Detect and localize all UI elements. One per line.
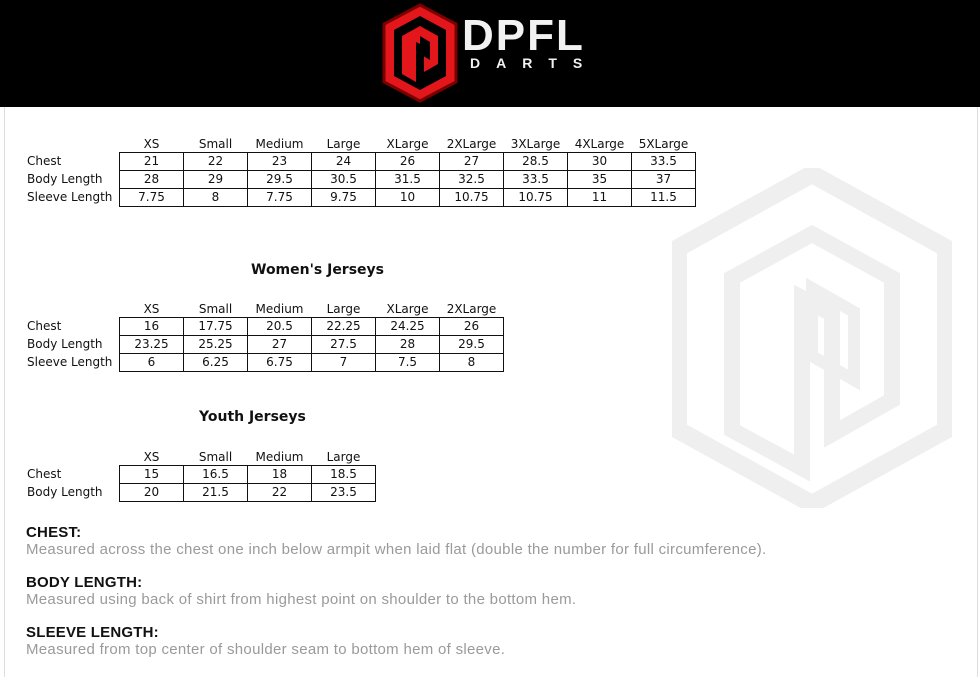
- table-cell: 30: [568, 153, 632, 171]
- row-label: Chest: [27, 319, 62, 333]
- row-label: Body Length: [27, 172, 103, 186]
- size-header: Small: [198, 450, 233, 464]
- table-cell: 29: [184, 171, 248, 189]
- womens-section-title: Women's Jerseys: [251, 262, 384, 278]
- table-cell: 10: [376, 189, 440, 207]
- table-cell: 29.5: [440, 336, 504, 354]
- table-cell: 10.75: [440, 189, 504, 207]
- size-header: Large: [326, 137, 361, 151]
- table-row: [27, 171, 696, 189]
- table-cell: 23.25: [120, 336, 184, 354]
- size-header: Large: [326, 302, 361, 316]
- size-header: Small: [198, 302, 233, 316]
- header-banner: [0, 0, 980, 107]
- table-cell: 21.5: [184, 484, 248, 502]
- size-header: XS: [143, 137, 160, 151]
- table-cell: 7.75: [120, 189, 184, 207]
- size-header: 2XLarge: [446, 302, 497, 316]
- mens-size-table: [27, 136, 696, 207]
- size-header: Large: [326, 450, 361, 464]
- corner-cell: [27, 136, 120, 153]
- table-cell: 30.5: [312, 171, 376, 189]
- table-cell: 6.75: [248, 354, 312, 372]
- table-row: [27, 466, 376, 484]
- table-cell: 27: [248, 336, 312, 354]
- chest-definition-text: Measured across the chest one inch below armpit when laid flat (double the number for full circumference).: [26, 541, 767, 558]
- size-header: 2XLarge: [446, 137, 497, 151]
- table-cell: 35: [568, 171, 632, 189]
- table-cell: 25.25: [184, 336, 248, 354]
- body-length-definition-text: Measured using back of shirt from highest point on shoulder to the bottom hem.: [26, 591, 577, 608]
- size-header: 3XLarge: [510, 137, 561, 151]
- size-header: XS: [143, 450, 160, 464]
- table-cell: 31.5: [376, 171, 440, 189]
- size-header: Medium: [255, 137, 304, 151]
- table-cell: 7.75: [248, 189, 312, 207]
- table-cell: 26: [376, 153, 440, 171]
- table-row: [27, 484, 376, 502]
- table-cell: 37: [632, 171, 696, 189]
- womens-size-table: [27, 301, 504, 372]
- size-header: XLarge: [386, 137, 429, 151]
- table-cell: 28: [376, 336, 440, 354]
- table-cell: 21: [120, 153, 184, 171]
- table-cell: 24.25: [376, 318, 440, 336]
- table-cell: 8: [184, 189, 248, 207]
- row-label: Body Length: [27, 485, 103, 499]
- womens-header-row: [27, 301, 504, 318]
- table-cell: 18: [248, 466, 312, 484]
- dpfl-logo-icon: [380, 2, 460, 104]
- size-header: Small: [198, 137, 233, 151]
- table-cell: 20: [120, 484, 184, 502]
- table-cell: 17.75: [184, 318, 248, 336]
- table-cell: 32.5: [440, 171, 504, 189]
- table-row: [27, 189, 696, 207]
- corner-cell: [27, 301, 120, 318]
- table-cell: 28: [120, 171, 184, 189]
- table-cell: 15: [120, 466, 184, 484]
- corner-cell: [27, 449, 120, 466]
- brand-subtitle: DARTS: [470, 55, 599, 71]
- mens-header-row: [27, 136, 696, 153]
- table-cell: 20.5: [248, 318, 312, 336]
- row-label: Chest: [27, 467, 62, 481]
- table-cell: 27.5: [312, 336, 376, 354]
- size-header: 5XLarge: [638, 137, 689, 151]
- table-row: [27, 336, 504, 354]
- table-cell: 6.25: [184, 354, 248, 372]
- table-cell: 7.5: [376, 354, 440, 372]
- youth-size-table: [27, 449, 376, 502]
- brand-name: DPFL: [462, 11, 585, 60]
- table-cell: 10.75: [504, 189, 568, 207]
- table-cell: 18.5: [312, 466, 376, 484]
- size-header: 4XLarge: [574, 137, 625, 151]
- size-header: Medium: [255, 450, 304, 464]
- table-cell: 24: [312, 153, 376, 171]
- row-label: Sleeve Length: [27, 190, 113, 204]
- table-cell: 11: [568, 189, 632, 207]
- table-cell: 22: [184, 153, 248, 171]
- youth-section-title: Youth Jerseys: [199, 409, 306, 425]
- table-cell: 7: [312, 354, 376, 372]
- youth-header-row: [27, 449, 376, 466]
- table-cell: 23.5: [312, 484, 376, 502]
- row-label: Chest: [27, 154, 62, 168]
- table-cell: 33.5: [632, 153, 696, 171]
- watermark-logo-icon: [672, 168, 952, 508]
- table-cell: 28.5: [504, 153, 568, 171]
- table-cell: 23: [248, 153, 312, 171]
- table-cell: 33.5: [504, 171, 568, 189]
- table-cell: 11.5: [632, 189, 696, 207]
- body-length-definition-heading: BODY LENGTH:: [26, 574, 143, 591]
- table-cell: 29.5: [248, 171, 312, 189]
- table-cell: 8: [440, 354, 504, 372]
- table-cell: 26: [440, 318, 504, 336]
- table-cell: 16.5: [184, 466, 248, 484]
- table-row: [27, 153, 696, 171]
- table-cell: 22.25: [312, 318, 376, 336]
- chest-definition-heading: CHEST:: [26, 524, 82, 541]
- size-header: Medium: [255, 302, 304, 316]
- table-row: [27, 318, 504, 336]
- sleeve-length-definition-text: Measured from top center of shoulder seam to bottom hem of sleeve.: [26, 641, 506, 658]
- size-header: XS: [143, 302, 160, 316]
- table-cell: 9.75: [312, 189, 376, 207]
- table-cell: 27: [440, 153, 504, 171]
- table-row: [27, 354, 504, 372]
- table-cell: 16: [120, 318, 184, 336]
- table-cell: 6: [120, 354, 184, 372]
- size-header: XLarge: [386, 302, 429, 316]
- table-cell: 22: [248, 484, 312, 502]
- row-label: Sleeve Length: [27, 355, 113, 369]
- row-label: Body Length: [27, 337, 103, 351]
- sleeve-length-definition-heading: SLEEVE LENGTH:: [26, 624, 159, 641]
